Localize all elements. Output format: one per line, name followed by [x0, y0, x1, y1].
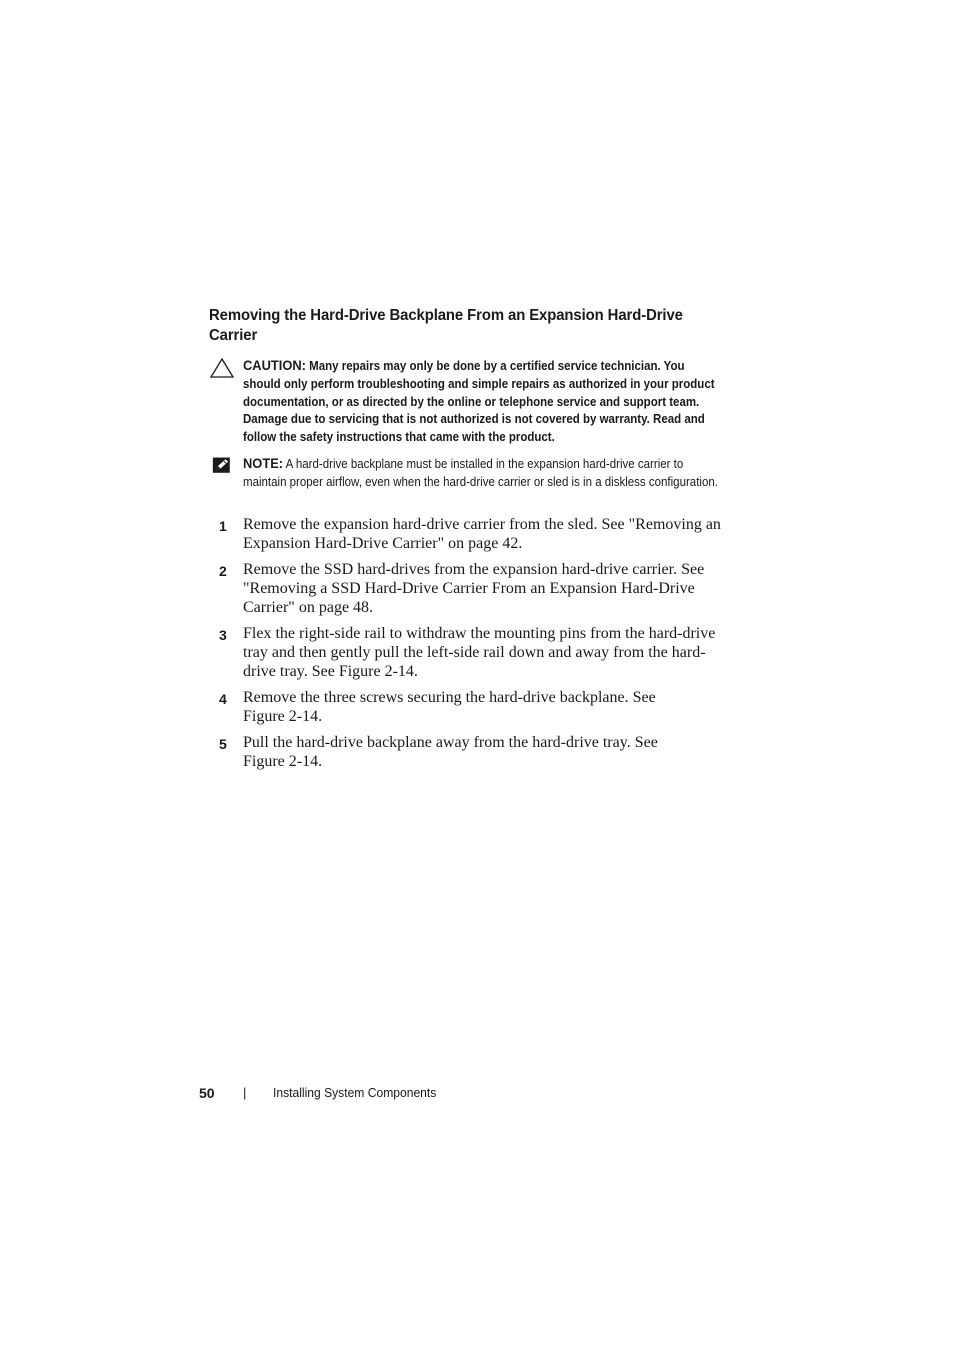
list-item — [209, 560, 739, 617]
note-text-block — [243, 455, 721, 492]
footer-section-title: Installing System Components — [273, 1085, 437, 1100]
procedure-steps — [209, 515, 739, 778]
step-number: 4 — [219, 691, 227, 707]
note-pencil-icon — [212, 456, 234, 476]
caution-notice — [209, 357, 729, 447]
note-label: NOTE: — [243, 455, 284, 471]
note-notice — [209, 455, 729, 492]
list-item — [209, 624, 739, 681]
caution-triangle-icon — [209, 357, 235, 379]
section-heading: Removing the Hard-Drive Backplane From an Expansion Hard-Drive Carrier — [209, 307, 683, 344]
step-number: 5 — [219, 736, 227, 752]
step-text: Remove the expansion hard-drive carrier from the sled. See "Removing an Expansion Hard-Drive Carrier" on page 42. — [243, 516, 721, 552]
step-text: Remove the SSD hard-drives from the expansion hard-drive carrier. See "Removing a SSD Hard-Drive Carrier From an Expansion Hard-Drive Carrier" on page 48. — [243, 561, 705, 616]
note-text: A hard-drive backplane must be installed in the expansion hard-drive carrier to maintain proper airflow, even when the hard-drive carrier or sled is in a diskless configuration. — [243, 457, 718, 489]
list-item — [209, 688, 739, 726]
step-number: 2 — [219, 563, 227, 579]
caution-text: Many repairs may only be done by a certified service technician. You should only perform troubleshooting and simple repairs as authorized in your product documentation, or as directed by the online or telephone service and support team. Damage due to servicing that is not authorized is not covered by warranty. Read and follow the safety instructions that came with the product. — [243, 359, 715, 445]
step-number: 1 — [219, 518, 227, 534]
page-number: 50 — [199, 1085, 215, 1101]
step-text: Remove the three screws securing the hard-drive backplane. See Figure 2-14. — [243, 689, 656, 725]
step-number: 3 — [219, 627, 227, 643]
step-text: Pull the hard-drive backplane away from the hard-drive tray. See Figure 2-14. — [243, 734, 658, 770]
caution-text-block — [243, 357, 721, 447]
footer-separator: | — [243, 1085, 247, 1100]
list-item — [209, 515, 739, 553]
list-item — [209, 733, 739, 771]
step-text: Flex the right-side rail to withdraw the mounting pins from the hard-drive tray and then gently pull the left-side rail down and away from the hard-drive tray. See Figure 2-14. — [243, 625, 716, 680]
caution-label: CAUTION: — [243, 357, 306, 373]
